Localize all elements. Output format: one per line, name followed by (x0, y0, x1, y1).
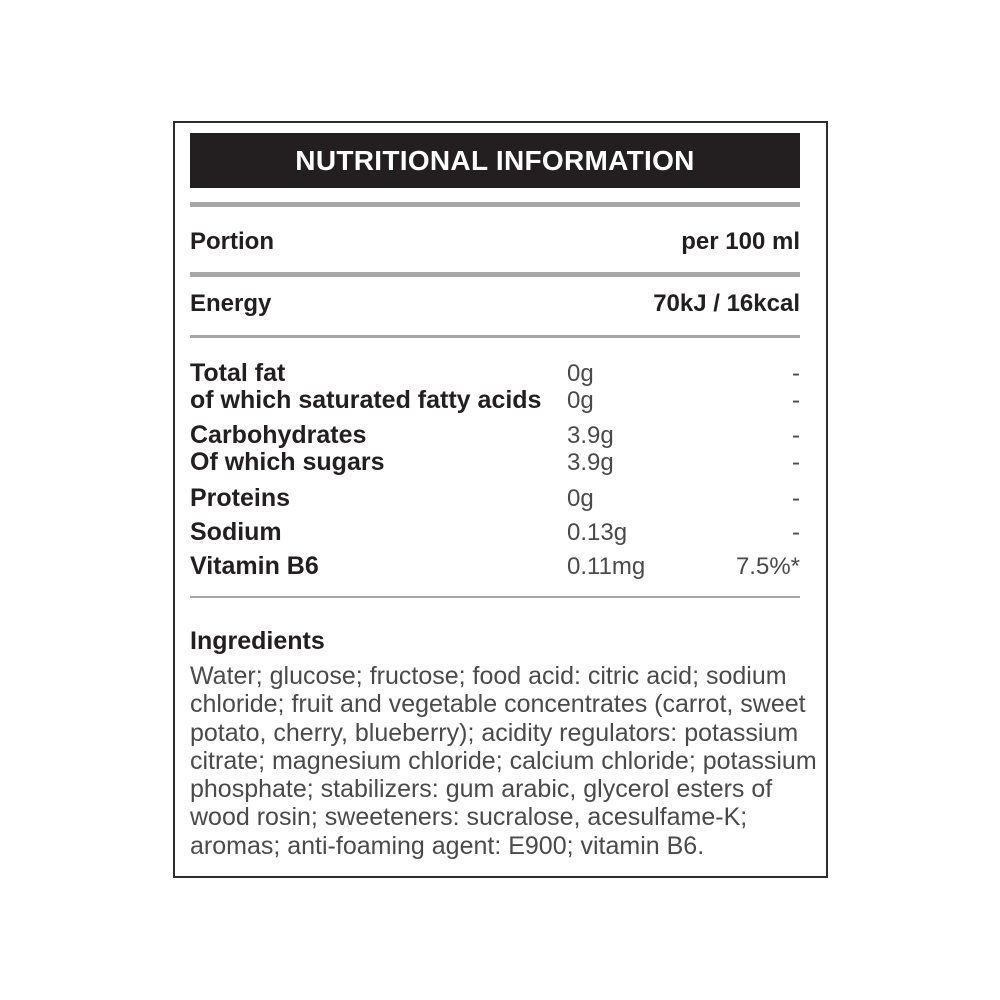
table-row (190, 360, 800, 387)
nutrient-label: Carbohydrates (190, 421, 367, 449)
energy-value: 70kJ / 16kcal (653, 290, 800, 317)
table-row (190, 422, 800, 449)
portion-row (190, 230, 800, 254)
table-row (190, 485, 800, 512)
table-row (190, 553, 800, 580)
nutrient-amount: 3.9g (567, 449, 614, 476)
nutrient-table (190, 360, 800, 580)
divider-thick-portion (190, 272, 800, 277)
divider-thin-table-bottom (190, 596, 800, 598)
nutrient-label: of which saturated fatty acids (190, 386, 542, 414)
ingredients-text: Water; glucose; fructose; food acid: citric acid; sodium chloride; fruit and vegetable concentrates (carrot, sweet potato, cherry, blueberry); acidity regulators: potassium citrate; magnesium chloride; calcium chloride; potassium phosphate; stabilizers: gum arabic, glycerol esters of wood rosin; sweeteners: sucralose, acesulfame-K; aromas; anti-foaming agent: E900; vitamin B6. (190, 662, 817, 860)
nutrient-label: Proteins (190, 484, 291, 512)
divider-thick-top (190, 202, 800, 207)
nutrient-rda: - (792, 422, 800, 449)
nutrient-rda: - (792, 449, 800, 476)
nutrient-rda: 7.5%* (735, 553, 800, 580)
energy-label: Energy (190, 290, 272, 317)
title-bar (190, 133, 800, 188)
divider-thin-energy (190, 335, 800, 338)
nutrient-amount: 0g (567, 387, 594, 414)
nutrient-amount: 0g (567, 360, 594, 387)
panel-title: NUTRITIONAL INFORMATION (295, 144, 695, 176)
nutrient-amount: 3.9g (567, 422, 614, 449)
ingredients-heading: Ingredients (190, 627, 325, 655)
nutrient-rda: - (792, 387, 800, 414)
table-row (190, 449, 800, 476)
table-row (190, 387, 800, 414)
nutrient-label: Total fat (190, 359, 286, 387)
nutrient-label: Vitamin B6 (190, 552, 319, 580)
portion-value: per 100 ml (681, 228, 800, 255)
nutrient-label: Of which sugars (190, 448, 385, 476)
table-row (190, 519, 800, 546)
nutrient-amount: 0.13g (567, 519, 628, 546)
nutrient-rda: - (792, 519, 800, 546)
nutrient-amount: 0g (567, 485, 594, 512)
energy-row (190, 292, 800, 316)
nutrient-amount: 0.11mg (567, 553, 646, 580)
nutrient-rda: - (792, 360, 800, 387)
nutrient-rda: - (792, 485, 800, 512)
nutrition-panel (173, 121, 828, 878)
portion-label: Portion (190, 228, 274, 255)
nutrient-label: Sodium (190, 518, 282, 546)
